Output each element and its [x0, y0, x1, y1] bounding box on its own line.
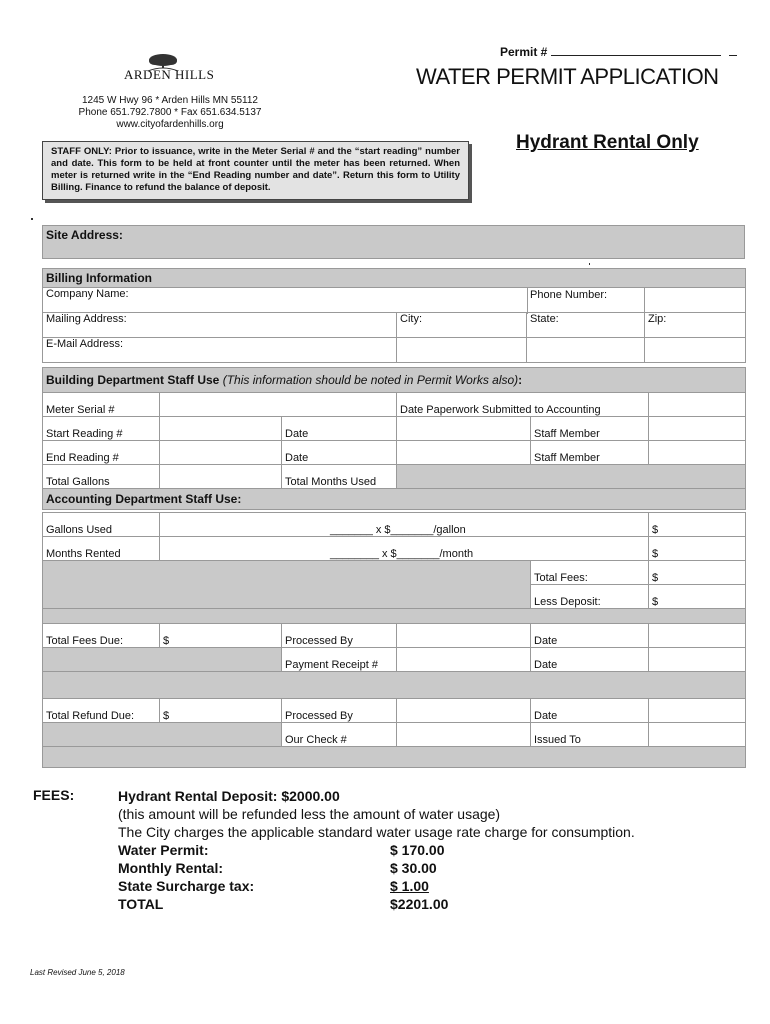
- check-shaded: [43, 723, 282, 747]
- gallons-total[interactable]: $: [649, 513, 746, 537]
- permit-label: Permit #: [500, 45, 548, 59]
- email-address-label: E-Mail Address:: [46, 338, 124, 350]
- less-deposit-value[interactable]: $: [649, 585, 746, 609]
- charge-note: The City charges the applicable standard water usage rate charge for consumption.: [118, 824, 635, 840]
- last-revised: Last Revised June 5, 2018: [30, 968, 125, 977]
- building-header: [43, 368, 746, 393]
- accounting-table: [42, 512, 746, 768]
- email-address-field[interactable]: [43, 338, 397, 363]
- city-field[interactable]: [397, 313, 527, 338]
- total-months-label: Total Months Used: [282, 465, 397, 489]
- city-address: [40, 95, 300, 131]
- address-line: 1245 W Hwy 96 * Arden Hills MN 55112: [81, 95, 258, 106]
- start-reading-label: Start Reading #: [43, 417, 160, 441]
- fees-processed-by-label: Processed By: [282, 624, 397, 648]
- fees-label: FEES:: [33, 787, 75, 803]
- bottom-shaded-row: [43, 747, 746, 768]
- logo-text: ARDEN HILLS: [124, 67, 215, 82]
- start-staff-member-input[interactable]: [649, 417, 746, 441]
- receipt-shaded: [43, 648, 282, 672]
- meter-serial-input[interactable]: [160, 393, 397, 417]
- permit-number-line-suffix: [729, 44, 737, 56]
- billing-table: [42, 268, 746, 363]
- building-header-colon: :: [518, 373, 523, 387]
- gallons-used-label: Gallons Used: [43, 513, 160, 537]
- site-address-table: [42, 225, 745, 259]
- fees-shaded-area: [43, 561, 531, 609]
- billing-header: Billing Information: [43, 269, 746, 288]
- fees-processed-by-input[interactable]: [397, 624, 531, 648]
- payment-receipt-label: Payment Receipt #: [282, 648, 397, 672]
- total-fees-due-label: Total Fees Due:: [43, 624, 160, 648]
- start-staff-member-label: Staff Member: [531, 417, 649, 441]
- mailing-address-label: Mailing Address:: [46, 313, 127, 325]
- payment-receipt-input[interactable]: [397, 648, 531, 672]
- refund-processed-by-label: Processed By: [282, 699, 397, 723]
- total-refund-due-label: Total Refund Due:: [43, 699, 160, 723]
- months-total[interactable]: $: [649, 537, 746, 561]
- our-check-label: Our Check #: [282, 723, 397, 747]
- total-fees-label: Total Fees:: [531, 561, 649, 585]
- zip-label: Zip:: [648, 313, 667, 325]
- date-paperwork-label: Date Paperwork Submitted to Accounting: [397, 393, 649, 417]
- website-line: www.cityofardenhills.org: [116, 119, 224, 130]
- fee-item-amount: $ 170.00: [390, 842, 445, 858]
- page-subtitle: Hydrant Rental Only: [516, 132, 699, 153]
- refund-note: (this amount will be refunded less the amount of water usage): [118, 806, 501, 822]
- site-address-field[interactable]: [43, 226, 745, 259]
- months-rented-label: Months Rented: [43, 537, 160, 561]
- fee-item-amount: $ 30.00: [390, 860, 437, 876]
- fee-item-amount: $ 1.00: [390, 878, 429, 894]
- fee-item-name: TOTAL: [118, 896, 164, 912]
- less-deposit-label: Less Deposit:: [531, 585, 649, 609]
- fees-date-input[interactable]: [649, 624, 746, 648]
- issued-to-input[interactable]: [649, 723, 746, 747]
- site-address-label: Site Address:: [46, 228, 123, 242]
- building-staff-table: [42, 367, 746, 510]
- start-date-label: Date: [282, 417, 397, 441]
- permit-number-line[interactable]: [551, 44, 721, 56]
- end-staff-member-input[interactable]: [649, 441, 746, 465]
- stray-dot: [31, 218, 33, 220]
- page-title: WATER PERMIT APPLICATION: [416, 64, 719, 89]
- total-fees-due-value[interactable]: $: [160, 624, 282, 648]
- issued-to-label: Issued To: [531, 723, 649, 747]
- fee-item-monthly-rental: [118, 859, 635, 877]
- email-cell-blank: [645, 338, 746, 363]
- mailing-address-field[interactable]: [43, 313, 397, 338]
- phone-number-field-spacer: [645, 288, 746, 313]
- fee-item-name: Water Permit:: [118, 842, 209, 858]
- start-date-input[interactable]: [397, 417, 531, 441]
- phone-divider: [527, 288, 528, 314]
- total-gallons-input[interactable]: [160, 465, 282, 489]
- date-paperwork-input[interactable]: [649, 393, 746, 417]
- separator-row: [43, 672, 746, 699]
- deposit-line: Hydrant Rental Deposit: $2000.00: [118, 788, 340, 804]
- gallons-formula[interactable]: _______ x $_______/gallon: [160, 513, 649, 537]
- fee-item-state-surcharge: [118, 877, 635, 895]
- accounting-header: Accounting Department Staff Use:: [43, 489, 746, 510]
- total-months-shaded: [397, 465, 746, 489]
- total-fees-value[interactable]: $: [649, 561, 746, 585]
- fee-item-total: [118, 895, 635, 913]
- email-cell-blank: [397, 338, 527, 363]
- end-reading-label: End Reading #: [43, 441, 160, 465]
- building-header-note: (This information should be noted in Permit Works also): [222, 373, 519, 387]
- phone-line: Phone 651.792.7800 * Fax 651.634.5137: [78, 107, 262, 118]
- refund-date-label: Date: [531, 699, 649, 723]
- company-name-label: Company Name:: [46, 288, 129, 300]
- meter-serial-label: Meter Serial #: [43, 393, 160, 417]
- fees-date-label: Date: [531, 624, 649, 648]
- end-staff-member-label: Staff Member: [531, 441, 649, 465]
- receipt-date-input[interactable]: [649, 648, 746, 672]
- refund-processed-by-input[interactable]: [397, 699, 531, 723]
- end-reading-input[interactable]: [160, 441, 282, 465]
- phone-number-label: Phone Number:: [530, 289, 608, 301]
- total-gallons-label: Total Gallons: [43, 465, 160, 489]
- city-label: City:: [400, 313, 422, 325]
- state-field[interactable]: [527, 313, 645, 338]
- fee-item-amount: $2201.00: [390, 896, 449, 912]
- our-check-input[interactable]: [397, 723, 531, 747]
- fee-item-name: Monthly Rental:: [118, 860, 223, 876]
- permit-number-field: [500, 44, 737, 59]
- refund-date-input[interactable]: [649, 699, 746, 723]
- staff-only-note: STAFF ONLY: Prior to issuance, write in the Meter Serial # and the “start reading” number and date. This form to be held at front counter until the meter has been returned. When meter is returned write in the “End Reading number and date”. Return this form to Utility Billing. Finance to refund the balance of deposit.: [42, 141, 469, 200]
- end-date-label: Date: [282, 441, 397, 465]
- zip-field[interactable]: [645, 313, 746, 338]
- total-refund-due-value[interactable]: $: [160, 699, 282, 723]
- fee-item-water-permit: [118, 841, 635, 859]
- end-date-input[interactable]: [397, 441, 531, 465]
- stray-dot: [589, 263, 590, 265]
- building-header-title: Building Department Staff Use: [46, 373, 220, 387]
- start-reading-input[interactable]: [160, 417, 282, 441]
- separator-row: [43, 609, 746, 624]
- fees-list: [118, 787, 635, 913]
- state-label: State:: [530, 313, 559, 325]
- email-cell-blank: [527, 338, 645, 363]
- receipt-date-label: Date: [531, 648, 649, 672]
- fee-item-name: State Surcharge tax:: [118, 878, 255, 894]
- months-formula[interactable]: ________ x $_______/month: [160, 537, 649, 561]
